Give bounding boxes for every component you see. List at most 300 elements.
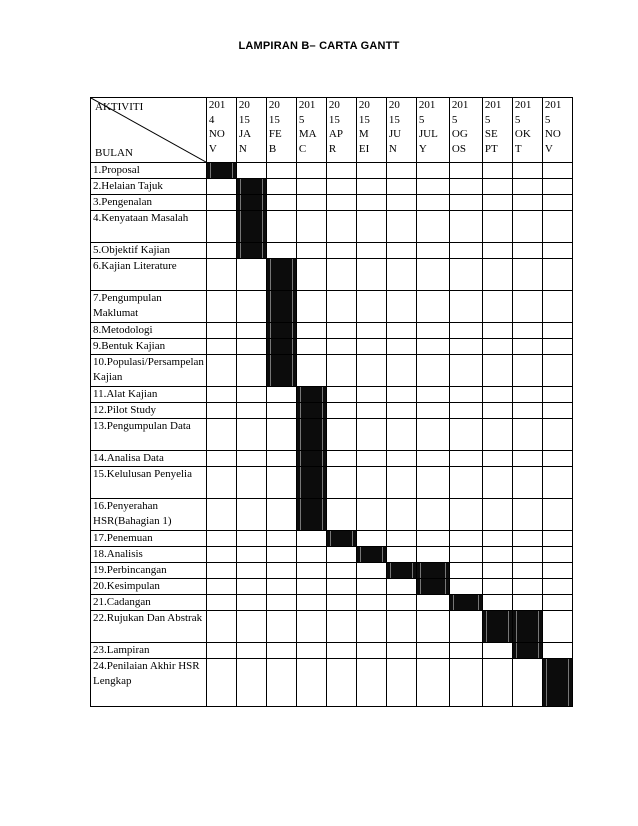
gantt-empty-cell xyxy=(386,403,416,419)
table-row xyxy=(91,595,573,611)
table-row xyxy=(91,659,573,707)
month-header-part: JU xyxy=(388,128,402,140)
gantt-empty-cell xyxy=(326,595,356,611)
gantt-empty-cell xyxy=(236,595,266,611)
month-header-part: 5 xyxy=(451,113,458,126)
gantt-empty-cell xyxy=(512,451,542,467)
gantt-empty-cell xyxy=(386,211,416,243)
gantt-bar-cell xyxy=(236,179,266,195)
gantt-empty-cell xyxy=(356,643,386,659)
gantt-empty-cell xyxy=(449,563,482,579)
gantt-empty-cell xyxy=(386,387,416,403)
gantt-empty-cell xyxy=(512,323,542,339)
gantt-bar-cell xyxy=(296,387,326,403)
gantt-empty-cell xyxy=(356,179,386,195)
gantt-empty-cell xyxy=(206,595,236,611)
gantt-empty-cell xyxy=(386,659,416,707)
gantt-empty-cell xyxy=(326,563,356,579)
gantt-empty-cell xyxy=(326,259,356,291)
gantt-empty-cell xyxy=(512,547,542,563)
gantt-empty-cell xyxy=(296,643,326,659)
table-row xyxy=(91,579,573,595)
gantt-empty-cell xyxy=(236,259,266,291)
gantt-empty-cell xyxy=(266,387,296,403)
gantt-empty-cell xyxy=(482,643,512,659)
gantt-empty-cell xyxy=(512,595,542,611)
gantt-bar-cell xyxy=(416,563,449,579)
gantt-empty-cell xyxy=(386,451,416,467)
gantt-bar-cell xyxy=(482,611,512,643)
gantt-empty-cell xyxy=(416,403,449,419)
gantt-empty-cell xyxy=(236,611,266,643)
gantt-empty-cell xyxy=(416,451,449,467)
gantt-empty-cell xyxy=(206,563,236,579)
gantt-bar-cell xyxy=(356,547,386,563)
month-header-part: 201 xyxy=(298,99,316,111)
month-header-part: V xyxy=(544,142,553,155)
gantt-empty-cell xyxy=(512,659,542,707)
gantt-empty-cell xyxy=(206,499,236,531)
gantt-empty-cell xyxy=(236,547,266,563)
gantt-empty-cell xyxy=(449,211,482,243)
gantt-empty-cell xyxy=(512,579,542,595)
table-row xyxy=(91,643,573,659)
month-header-part: MA xyxy=(298,128,317,140)
activity-label: 17.Penemuan xyxy=(91,531,207,547)
month-header-4 xyxy=(326,98,356,163)
gantt-empty-cell xyxy=(356,531,386,547)
gantt-empty-cell xyxy=(356,163,386,179)
gantt-empty-cell xyxy=(356,499,386,531)
table-row xyxy=(91,387,573,403)
aktiviti-label: AKTIVITI xyxy=(95,101,144,113)
gantt-empty-cell xyxy=(416,355,449,387)
month-header-0 xyxy=(206,98,236,163)
gantt-empty-cell xyxy=(542,547,572,563)
gantt-empty-cell xyxy=(386,643,416,659)
gantt-empty-cell xyxy=(386,195,416,211)
activity-label: 6.Kajian Literature xyxy=(91,259,207,291)
table-row xyxy=(91,611,573,643)
gantt-empty-cell xyxy=(356,323,386,339)
month-header-6 xyxy=(386,98,416,163)
table-row xyxy=(91,195,573,211)
activity-label: 23.Lampiran xyxy=(91,643,207,659)
gantt-empty-cell xyxy=(326,579,356,595)
gantt-empty-cell xyxy=(206,531,236,547)
gantt-empty-cell xyxy=(206,547,236,563)
gantt-empty-cell xyxy=(206,643,236,659)
month-header-part: 5 xyxy=(298,113,305,126)
gantt-empty-cell xyxy=(449,547,482,563)
gantt-empty-cell xyxy=(236,387,266,403)
gantt-empty-cell xyxy=(206,259,236,291)
gantt-empty-cell xyxy=(206,387,236,403)
gantt-empty-cell xyxy=(236,339,266,355)
table-row xyxy=(91,243,573,259)
gantt-empty-cell xyxy=(266,211,296,243)
table-row xyxy=(91,259,573,291)
month-header-part: 201 xyxy=(514,99,532,111)
month-header-part: N xyxy=(238,142,247,155)
gantt-empty-cell xyxy=(356,243,386,259)
gantt-empty-cell xyxy=(206,419,236,451)
gantt-empty-cell xyxy=(236,451,266,467)
month-header-10 xyxy=(512,98,542,163)
gantt-empty-cell xyxy=(386,179,416,195)
gantt-empty-cell xyxy=(326,419,356,451)
gantt-empty-cell xyxy=(449,339,482,355)
gantt-empty-cell xyxy=(356,563,386,579)
gantt-empty-cell xyxy=(326,243,356,259)
gantt-empty-cell xyxy=(236,323,266,339)
month-header-part: 4 xyxy=(208,113,215,126)
month-header-5 xyxy=(356,98,386,163)
gantt-empty-cell xyxy=(326,163,356,179)
gantt-empty-cell xyxy=(416,419,449,451)
month-header-part: JUL xyxy=(418,128,438,140)
gantt-empty-cell xyxy=(416,547,449,563)
gantt-empty-cell xyxy=(296,563,326,579)
gantt-empty-cell xyxy=(206,611,236,643)
gantt-empty-cell xyxy=(416,323,449,339)
gantt-empty-cell xyxy=(482,195,512,211)
month-header-part: 5 xyxy=(514,113,521,126)
gantt-empty-cell xyxy=(326,339,356,355)
gantt-empty-cell xyxy=(386,419,416,451)
gantt-empty-cell xyxy=(416,259,449,291)
gantt-table xyxy=(90,97,573,707)
gantt-empty-cell xyxy=(266,643,296,659)
activity-label: 19.Perbincangan xyxy=(91,563,207,579)
gantt-empty-cell xyxy=(206,323,236,339)
gantt-empty-cell xyxy=(542,291,572,323)
table-row xyxy=(91,419,573,451)
gantt-empty-cell xyxy=(542,467,572,499)
gantt-empty-cell xyxy=(266,467,296,499)
gantt-empty-cell xyxy=(296,339,326,355)
gantt-empty-cell xyxy=(266,595,296,611)
activity-label: 11.Alat Kajian xyxy=(91,387,207,403)
table-row xyxy=(91,403,573,419)
gantt-empty-cell xyxy=(386,531,416,547)
gantt-empty-cell xyxy=(386,467,416,499)
gantt-bar-cell xyxy=(512,611,542,643)
activity-label: 5.Objektif Kajian xyxy=(91,243,207,259)
gantt-empty-cell xyxy=(449,419,482,451)
gantt-empty-cell xyxy=(416,643,449,659)
gantt-empty-cell xyxy=(296,179,326,195)
gantt-empty-cell xyxy=(482,419,512,451)
activity-label: 12.Pilot Study xyxy=(91,403,207,419)
gantt-empty-cell xyxy=(482,291,512,323)
gantt-bar-cell xyxy=(266,339,296,355)
gantt-empty-cell xyxy=(512,339,542,355)
activity-label: 14.Analisa Data xyxy=(91,451,207,467)
page-title: LAMPIRAN B– CARTA GANTT xyxy=(238,40,400,52)
gantt-empty-cell xyxy=(206,291,236,323)
gantt-empty-cell xyxy=(236,643,266,659)
activity-label: 4.Kenyataan Masalah xyxy=(91,211,207,243)
gantt-empty-cell xyxy=(416,531,449,547)
table-row xyxy=(91,323,573,339)
gantt-empty-cell xyxy=(206,211,236,243)
gantt-empty-cell xyxy=(542,595,572,611)
gantt-empty-cell xyxy=(512,179,542,195)
gantt-bar-cell xyxy=(512,643,542,659)
gantt-empty-cell xyxy=(482,547,512,563)
activity-label: 9.Bentuk Kajian xyxy=(91,339,207,355)
gantt-empty-cell xyxy=(356,339,386,355)
month-header-part: B xyxy=(268,142,277,155)
gantt-empty-cell xyxy=(296,547,326,563)
table-row xyxy=(91,179,573,195)
gantt-empty-cell xyxy=(542,179,572,195)
gantt-empty-cell xyxy=(326,291,356,323)
gantt-empty-cell xyxy=(449,403,482,419)
gantt-empty-cell xyxy=(386,579,416,595)
month-header-11 xyxy=(542,98,572,163)
activity-label: 2.Helaian Tajuk xyxy=(91,179,207,195)
gantt-empty-cell xyxy=(542,419,572,451)
gantt-empty-cell xyxy=(416,499,449,531)
month-header-part: 15 xyxy=(358,113,370,126)
month-header-part: OG xyxy=(451,128,468,140)
gantt-bar-cell xyxy=(236,211,266,243)
gantt-empty-cell xyxy=(356,211,386,243)
gantt-empty-cell xyxy=(542,211,572,243)
gantt-empty-cell xyxy=(449,611,482,643)
gantt-empty-cell xyxy=(416,291,449,323)
gantt-empty-cell xyxy=(542,243,572,259)
activity-label: 8.Metodologi xyxy=(91,323,207,339)
gantt-empty-cell xyxy=(512,163,542,179)
gantt-empty-cell xyxy=(236,499,266,531)
gantt-empty-cell xyxy=(356,595,386,611)
gantt-empty-cell xyxy=(266,499,296,531)
gantt-empty-cell xyxy=(386,611,416,643)
gantt-empty-cell xyxy=(512,563,542,579)
gantt-empty-cell xyxy=(482,467,512,499)
gantt-empty-cell xyxy=(542,339,572,355)
gantt-empty-cell xyxy=(266,563,296,579)
month-header-9 xyxy=(482,98,512,163)
table-row xyxy=(91,355,573,387)
table-row xyxy=(91,291,573,323)
gantt-bar-cell xyxy=(266,259,296,291)
month-header-part: EI xyxy=(358,142,370,155)
gantt-empty-cell xyxy=(542,355,572,387)
gantt-bar-cell xyxy=(206,163,236,179)
gantt-empty-cell xyxy=(236,419,266,451)
gantt-empty-cell xyxy=(356,611,386,643)
gantt-empty-cell xyxy=(326,179,356,195)
gantt-empty-cell xyxy=(386,163,416,179)
month-header-part: N xyxy=(388,142,397,155)
activity-label: 18.Analisis xyxy=(91,547,207,563)
gantt-empty-cell xyxy=(236,291,266,323)
gantt-empty-cell xyxy=(482,595,512,611)
gantt-empty-cell xyxy=(386,499,416,531)
month-header-part: M xyxy=(358,128,369,140)
gantt-empty-cell xyxy=(542,323,572,339)
gantt-empty-cell xyxy=(542,195,572,211)
gantt-empty-cell xyxy=(449,451,482,467)
gantt-empty-cell xyxy=(386,355,416,387)
gantt-bar-cell xyxy=(296,451,326,467)
month-header-part: JA xyxy=(238,128,252,140)
gantt-empty-cell xyxy=(512,387,542,403)
gantt-empty-cell xyxy=(356,451,386,467)
gantt-empty-cell xyxy=(326,499,356,531)
gantt-empty-cell xyxy=(482,563,512,579)
month-header-part: SE xyxy=(484,128,498,140)
gantt-empty-cell xyxy=(512,531,542,547)
gantt-empty-cell xyxy=(296,355,326,387)
gantt-bar-cell xyxy=(296,419,326,451)
gantt-empty-cell xyxy=(326,355,356,387)
gantt-empty-cell xyxy=(449,579,482,595)
month-header-part: AP xyxy=(328,128,343,140)
month-header-part: 20 xyxy=(238,99,250,111)
gantt-empty-cell xyxy=(266,659,296,707)
month-header-part: 15 xyxy=(388,113,400,126)
gantt-bar-cell xyxy=(326,531,356,547)
gantt-empty-cell xyxy=(326,467,356,499)
gantt-empty-cell xyxy=(386,291,416,323)
activity-label: 22.Rujukan Dan Abstrak xyxy=(91,611,207,643)
table-row xyxy=(91,563,573,579)
activity-label: 10.Populasi/Persampelan Kajian xyxy=(91,355,207,387)
month-header-part: FE xyxy=(268,128,282,140)
gantt-empty-cell xyxy=(356,387,386,403)
gantt-empty-cell xyxy=(326,211,356,243)
gantt-empty-cell xyxy=(449,643,482,659)
gantt-empty-cell xyxy=(236,355,266,387)
gantt-empty-cell xyxy=(236,579,266,595)
gantt-empty-cell xyxy=(416,195,449,211)
month-header-part: 15 xyxy=(268,113,280,126)
activity-label: 16.Penyerahan HSR(Bahagian 1) xyxy=(91,499,207,531)
gantt-empty-cell xyxy=(266,179,296,195)
gantt-empty-cell xyxy=(512,355,542,387)
gantt-empty-cell xyxy=(236,467,266,499)
month-header-part: R xyxy=(328,142,337,155)
gantt-empty-cell xyxy=(266,403,296,419)
gantt-empty-cell xyxy=(449,163,482,179)
gantt-empty-cell xyxy=(296,595,326,611)
gantt-empty-cell xyxy=(542,531,572,547)
gantt-empty-cell xyxy=(206,467,236,499)
month-header-part: 20 xyxy=(328,99,340,111)
gantt-empty-cell xyxy=(512,467,542,499)
gantt-empty-cell xyxy=(386,243,416,259)
gantt-empty-cell xyxy=(416,595,449,611)
gantt-empty-cell xyxy=(326,547,356,563)
table-row xyxy=(91,163,573,179)
gantt-empty-cell xyxy=(542,387,572,403)
month-header-7 xyxy=(416,98,449,163)
gantt-empty-cell xyxy=(542,163,572,179)
month-header-part: 5 xyxy=(484,113,491,126)
gantt-empty-cell xyxy=(386,339,416,355)
gantt-empty-cell xyxy=(296,163,326,179)
gantt-empty-cell xyxy=(542,579,572,595)
gantt-empty-cell xyxy=(326,195,356,211)
gantt-empty-cell xyxy=(266,531,296,547)
gantt-empty-cell xyxy=(386,323,416,339)
month-header-part: V xyxy=(208,142,217,155)
month-header-part: 20 xyxy=(358,99,370,111)
gantt-empty-cell xyxy=(266,419,296,451)
gantt-empty-cell xyxy=(206,195,236,211)
gantt-bar-cell xyxy=(236,195,266,211)
gantt-empty-cell xyxy=(266,163,296,179)
gantt-empty-cell xyxy=(449,531,482,547)
gantt-empty-cell xyxy=(206,179,236,195)
gantt-bar-cell xyxy=(266,323,296,339)
table-row xyxy=(91,339,573,355)
gantt-empty-cell xyxy=(512,499,542,531)
gantt-empty-cell xyxy=(326,323,356,339)
month-header-part: 201 xyxy=(418,99,436,111)
gantt-bar-cell xyxy=(236,243,266,259)
gantt-empty-cell xyxy=(449,195,482,211)
gantt-empty-cell xyxy=(206,579,236,595)
activity-label: 3.Pengenalan xyxy=(91,195,207,211)
gantt-bar-cell xyxy=(266,355,296,387)
gantt-empty-cell xyxy=(449,243,482,259)
month-header-1 xyxy=(236,98,266,163)
gantt-empty-cell xyxy=(356,403,386,419)
gantt-empty-cell xyxy=(482,451,512,467)
gantt-empty-cell xyxy=(296,243,326,259)
gantt-empty-cell xyxy=(296,531,326,547)
gantt-empty-cell xyxy=(449,259,482,291)
gantt-empty-cell xyxy=(542,611,572,643)
gantt-empty-cell xyxy=(296,611,326,643)
month-header-part: OS xyxy=(451,142,466,155)
gantt-empty-cell xyxy=(482,387,512,403)
gantt-empty-cell xyxy=(449,499,482,531)
gantt-empty-cell xyxy=(416,163,449,179)
gantt-empty-cell xyxy=(542,259,572,291)
table-row xyxy=(91,211,573,243)
activity-label: 1.Proposal xyxy=(91,163,207,179)
gantt-empty-cell xyxy=(296,291,326,323)
gantt-empty-cell xyxy=(482,531,512,547)
gantt-empty-cell xyxy=(482,211,512,243)
gantt-empty-cell xyxy=(482,243,512,259)
gantt-empty-cell xyxy=(542,563,572,579)
gantt-bar-cell xyxy=(449,595,482,611)
gantt-empty-cell xyxy=(482,355,512,387)
gantt-empty-cell xyxy=(326,611,356,643)
gantt-empty-cell xyxy=(236,163,266,179)
bulan-label: BULAN xyxy=(95,146,133,159)
gantt-empty-cell xyxy=(296,659,326,707)
gantt-bar-cell xyxy=(542,659,572,707)
gantt-empty-cell xyxy=(206,355,236,387)
gantt-empty-cell xyxy=(482,579,512,595)
activity-label: 15.Kelulusan Penyelia xyxy=(91,467,207,499)
gantt-empty-cell xyxy=(449,355,482,387)
gantt-empty-cell xyxy=(326,643,356,659)
gantt-empty-cell xyxy=(542,451,572,467)
month-header-part: OK xyxy=(514,128,531,140)
gantt-empty-cell xyxy=(236,659,266,707)
gantt-empty-cell xyxy=(296,211,326,243)
